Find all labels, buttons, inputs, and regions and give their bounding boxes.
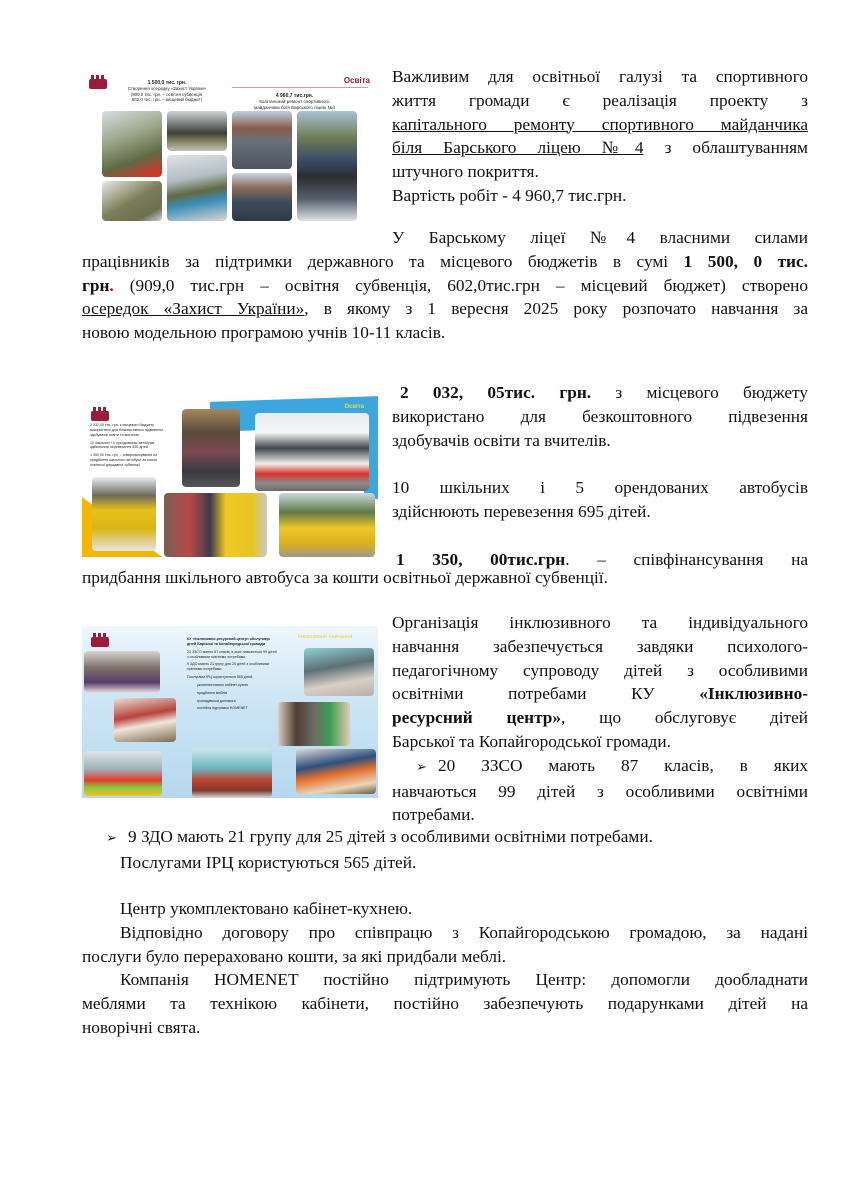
photo-group-discussion [304,648,374,696]
logo-icon [89,79,107,89]
slide-text-block: КУ «Інклюзивно-ресурсний центр» обслуговує дітей Барської та Копайгородської громади 20 ЗЗСО мають 87 класів, в яких навчаються 99 дітей з особливими освітніми потребами. 9 ЗДО мають 21 групу для 25 дітей з особливими освітніми потребами. Послугами ІРЦ користуються 565 дітей. укомплектовано кабінет-кухню придбання меблів громадівська допомога постійна підтримка HOMENET [187,637,277,711]
arrow-bullet-icon: ➢ [106,831,117,846]
slide-tag: Освіта [343,76,370,85]
photo-yellow-bus-2 [279,493,375,557]
slide-tag: Освіта [344,404,364,410]
paragraph-inclusive-center: Організація інклюзивного та індивідуального навчання забезпечується завдяки психолого- педагогічному супроводу дітей з особливими освітніми потребами КУ «Інклюзивно- ресурсний центр», що обслуговує дітей Барської та Копайгородської громади. ➢ 20 ЗЗСО мають 87 класів, в яких навчаються 99 дітей з особливими освітніми потребами. [392,613,808,825]
slide-image-school-buses [82,385,378,557]
photo-yellow-bus-1 [92,477,156,551]
slide-caption-left: 1 500,0 тис. грн. Створення осередку «Захист України» (909,0 тис. грн. – освітня субвенція, 602,0 тис. грн. – місцевий бюджет) [127,80,207,103]
photo-cadet-laptop [102,181,162,221]
photo-cadet-training [102,111,162,177]
cost-line: Вартість робіт - 4 960,7 тис.грн. [392,185,627,205]
divider [232,87,368,88]
photo-kitchen-room [192,748,272,798]
photo-officials [297,111,357,221]
photo-school-building [232,111,292,169]
project-link-text: капітального ремонту спортивного майданчика [392,114,808,134]
photo-city-bus [255,413,369,491]
photo-children-boarding [164,493,267,557]
bullet-item: ➢ 20 ЗЗСО мають 87 класів, в яких [392,754,808,780]
photo-sports-ground [232,173,292,221]
photo-craft-activity [114,698,176,742]
photo-classroom [167,155,227,221]
arrow-bullet-icon: ➢ [416,759,427,775]
paragraph-defense-hub: У Барському ліцеї №4 власними силами працівників за підтримки державного та місцевого бюджетів в сумі 1 500, 0 тис. грн. (909,0 тис.грн – освітня субвенція, 602,0тис.грн – місцевий бюджет) створено осередок «Захист України», в якому з 1 вересня 2025 року розпочато навчання за новою модельною програмою учнів 10-11 класів. [82,228,808,343]
photo-bus-interior [182,409,240,487]
paragraph-transport-cont: придбання шкільного автобуса за кошти освітньої державної субвенції. [82,568,608,587]
paragraph-transport: 2 032, 05тис. грн. з місцевого бюджету використано для безкоштовного підвезення здобувачів освіти та вчителів. 10 шкільних і 5 орендованих автобусів здійснюють перевезення 695 дітей. 1 350, 00тис.грн. – співфінансування на [392,383,808,569]
photo-sensory-room [84,751,162,796]
bullet-item: ➢ 9 ЗДО мають 21 групу для 25 дітей з особливими освітніми потребами. [82,825,808,851]
slide-text-block: 2 032,05 тис. грн. з місцевого бюджету використано для безкоштовного підвезення здобувачів освіти та вчителів. 10 шкільних і 5 орендованих автобусів здійснюють перевезення 695 дітей. 1 350,00 тис. грн. – співфінансування на придбання шкільного автобуса за кошти освітньої державної субвенції. [90,423,164,467]
paragraph-sport-ground: Важливим для освітньої галузі та спортивного життя громади є реалізація проекту з капітального ремонту спортивного майданчика біля Барського ліцею №4 з облаштуванням штучного покриття. Вартість робіт - 4 960,7 тис.грн. [392,65,808,208]
slide-image-sport-ground [82,68,378,248]
logo-icon [91,637,109,647]
logo-icon [91,411,109,421]
slide-image-inclusive-education [82,626,378,798]
slide-caption-right: 4 960,7 тис.грн. Капітальний ремонт спортивного майданчика біля Барського ліцею №4 [254,93,335,110]
photo-sponsors [278,702,350,746]
slide-tag: Інклюзивне навчання [298,634,353,640]
photo-children-activity [296,749,376,794]
photo-meeting-table [84,651,160,693]
paragraph-inclusive-groups: ➢ 9 ЗДО мають 21 групу для 25 дітей з особливими освітніми потребами. Послугами ІРЦ користуються 565 дітей. [82,825,808,875]
photo-group [167,111,227,151]
paragraph-center-equipment: Центр укомплектовано кабінет-кухнею. Відповідно договору про співпрацю з Копайгородською громадою, за надані послуги було перераховано кошти, за які придбали меблі. Компанія HOMENET постійно підтримують Центр: допомогли дообладнати меблями та технікою кабінети, постійно забезпечують подарунками дітей на новорічні свята. [82,899,808,1037]
